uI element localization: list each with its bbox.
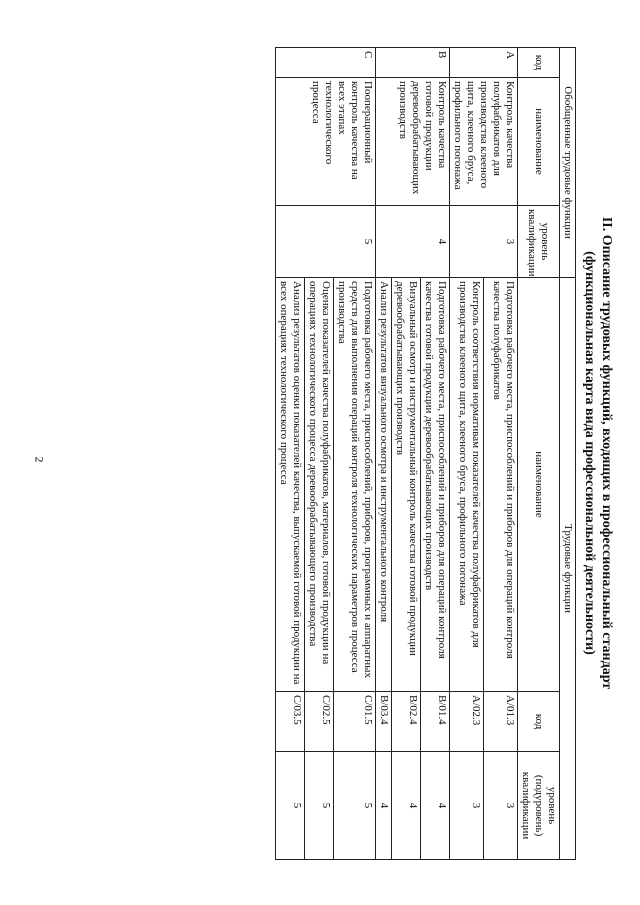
group-level: 5 (276, 206, 376, 278)
section-heading (581, 47, 615, 859)
header-code: код (518, 48, 560, 78)
function-level: 4 (376, 752, 392, 860)
header-generalized: Обобщенные трудовые функции (560, 48, 576, 278)
function-name: Контроль соответствия нормативам показателей качества полуфабрикатов для производства клееного щита, клееного бруса, профильного погонажа (450, 278, 484, 692)
table-row (334, 48, 376, 860)
function-code: B/02.4 (392, 692, 421, 752)
functional-map-table (275, 47, 576, 860)
page-number: 2 (32, 456, 47, 463)
function-code: C/03.5 (276, 692, 305, 752)
header-qual-level: уровень квалификации (518, 206, 560, 278)
function-level: 4 (421, 752, 450, 860)
function-level: 5 (276, 752, 305, 860)
function-code: B/03.4 (376, 692, 392, 752)
table-row (421, 48, 450, 860)
function-code: B/01.4 (421, 692, 450, 752)
function-name: Анализ результатов визуального осмотра и инструментального контроля (376, 278, 392, 692)
header-name: наименование (518, 78, 560, 206)
function-name: Подготовка рабочего места, приспособлений и приборов для операций контроля качества полуфабрикатов (484, 278, 518, 692)
section-subtitle: (функциональная карта вида профессиональной деятельности) (582, 251, 597, 655)
group-code: A (450, 48, 518, 78)
group-name: Контроль качества полуфабрикатов для производства клееного щита, клееного бруса, профильного погонажа (450, 78, 518, 206)
group-level: 4 (376, 206, 450, 278)
group-code: B (376, 48, 450, 78)
function-code: A/01.3 (484, 692, 518, 752)
function-level: 4 (392, 752, 421, 860)
function-name: Подготовка рабочего места, приспособлений, приборов, программных и аппаратных средств для выполнения операций контроля технологических параметров процесса производства (334, 278, 376, 692)
function-code: C/01.5 (334, 692, 376, 752)
group-name: Пооперационный контроль качества на всех этапах технологического процесса (276, 78, 376, 206)
function-level: 3 (450, 752, 484, 860)
function-level: 5 (334, 752, 376, 860)
header-labor: Трудовые функции (560, 278, 576, 860)
section-title: II. Описание трудовых функций, входящих в профессиональный стандарт (599, 216, 614, 690)
function-name: Анализ результатов оценки показателей качества, выпускаемой готовой продукции на всех операциях технологического процесса (276, 278, 305, 692)
function-code: C/02.5 (305, 692, 334, 752)
function-level: 5 (305, 752, 334, 860)
function-code: A/02.3 (450, 692, 484, 752)
header-labor-code: код (518, 692, 560, 752)
function-name: Подготовка рабочего места, приспособлений и приборов для операций контроля качества готовой продукции деревообрабатывающих производств (421, 278, 450, 692)
header-sub-level: уровень (подуровень) квалификации (518, 752, 560, 860)
group-level: 3 (450, 206, 518, 278)
header-labor-name: наименование (518, 278, 560, 692)
table-row (484, 48, 518, 860)
function-name: Оценка показателей качества полуфабрикатов, материалов, готовой продукции на операциях технологического процесса деревообрабатывающего производства (305, 278, 334, 692)
rotated-content (105, 47, 615, 859)
group-code: C (276, 48, 376, 78)
function-name: Визуальный осмотр и инструментальный контроль качества готовой продукции деревообрабатывающих производств (392, 278, 421, 692)
function-level: 3 (484, 752, 518, 860)
group-name: Контроль качества готовой продукции деревообрабатывающих производств (376, 78, 450, 206)
